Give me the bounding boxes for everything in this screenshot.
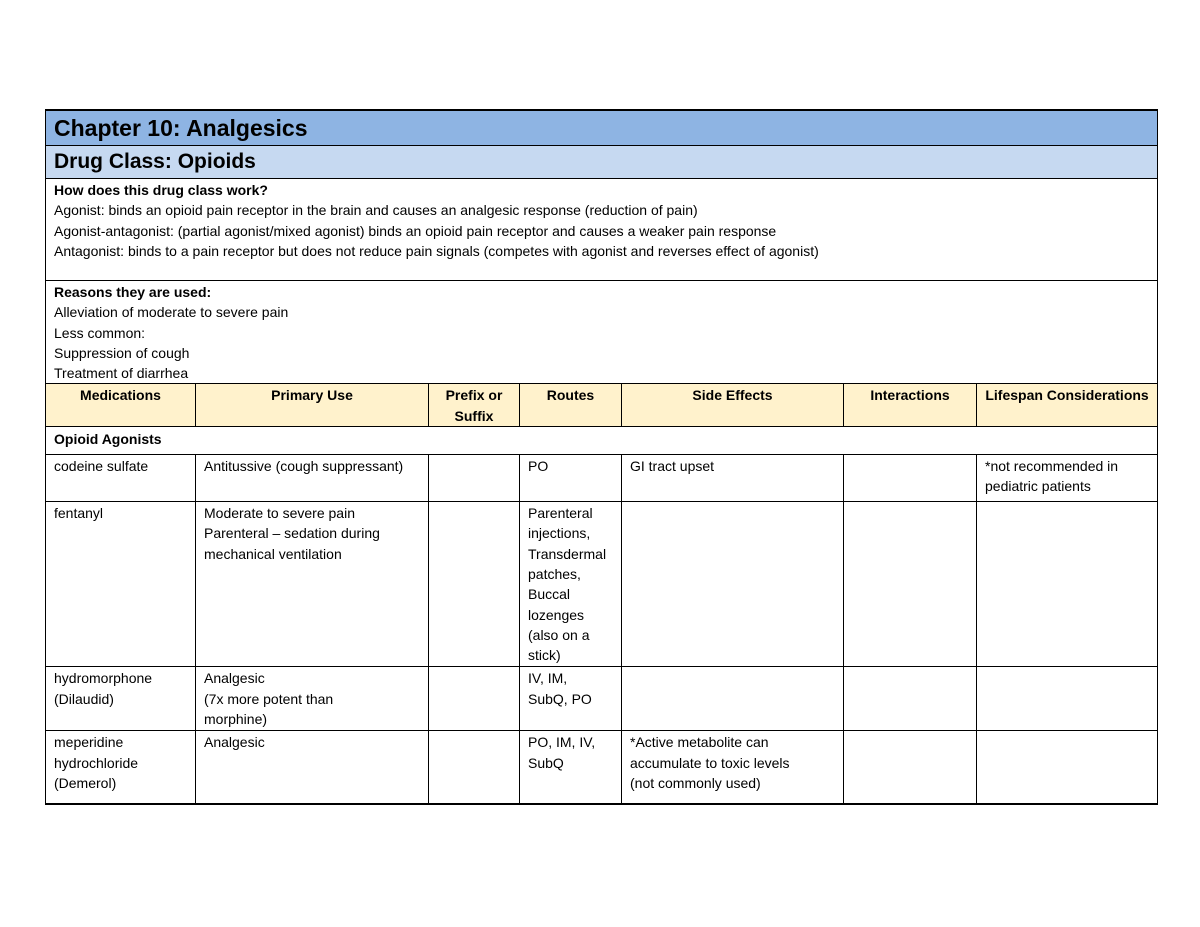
column-header-medications: Medications: [46, 384, 196, 427]
column-header-interactions: Interactions: [844, 384, 977, 427]
column-header-side-effects: Side Effects: [622, 384, 844, 427]
cell-routes: PO, IM, IV, SubQ: [520, 731, 622, 804]
cell-routes: Parenteral injections, Transdermal patches, Buccal lozenges (also on a stick): [520, 502, 622, 667]
reason-line: Alleviation of moderate to severe pain: [54, 304, 289, 321]
mechanism-line-agonist-antagonist: Agonist-antagonist: (partial agonist/mixed agonist) binds an opioid pain receptor and causes a weaker pain response: [54, 222, 777, 239]
table-row: [46, 502, 1158, 667]
cell-side-effects: [622, 502, 844, 667]
reason-line: Suppression of cough: [54, 344, 190, 361]
cell-interactions: [844, 731, 977, 804]
column-header-row: [46, 384, 1158, 427]
cell-primary-use: Analgesic (7x more potent than morphine): [196, 667, 429, 731]
column-header-routes: Routes: [520, 384, 622, 427]
cell-side-effects: [622, 667, 844, 731]
cell-lifespan: [977, 502, 1158, 667]
cell-prefix-suffix: [429, 502, 520, 667]
table-row: [46, 667, 1158, 731]
drug-class-title: Drug Class: Opioids: [46, 146, 1158, 179]
column-header-primary-use: Primary Use: [196, 384, 429, 427]
cell-medication: fentanyl: [46, 502, 196, 667]
cell-prefix-suffix: [429, 667, 520, 731]
section-label: Opioid Agonists: [46, 427, 1158, 455]
cell-primary-use: Analgesic: [196, 731, 429, 804]
cell-interactions: [844, 502, 977, 667]
cell-lifespan: *not recommended in pediatric patients: [977, 455, 1158, 502]
column-header-prefix-suffix: Prefix or Suffix: [429, 384, 520, 427]
reason-line: Treatment of diarrhea: [54, 365, 189, 382]
mechanism-section: [46, 179, 1158, 281]
cell-routes: IV, IM, SubQ, PO: [520, 667, 622, 731]
cell-primary-use: Antitussive (cough suppressant): [196, 455, 429, 502]
table-row: [46, 731, 1158, 804]
cell-interactions: [844, 455, 977, 502]
cell-medication: codeine sulfate: [46, 455, 196, 502]
cell-medication: meperidine hydrochloride (Demerol): [46, 731, 196, 804]
cell-prefix-suffix: [429, 731, 520, 804]
reasons-section: [46, 281, 1158, 384]
cell-primary-use: Moderate to severe pain Parenteral – sedation during mechanical ventilation: [196, 502, 429, 667]
cell-routes: PO: [520, 455, 622, 502]
reasons-heading: Reasons they are used:: [54, 284, 212, 300]
mechanism-line-antagonist: Antagonist: binds to a pain receptor but does not reduce pain signals (competes with agonist and reverses effect of agonist): [54, 242, 819, 259]
cell-lifespan: [977, 731, 1158, 804]
cell-interactions: [844, 667, 977, 731]
drug-class-table: [45, 109, 1158, 805]
cell-lifespan: [977, 667, 1158, 731]
column-header-lifespan: Lifespan Considerations: [977, 384, 1158, 427]
table-row: [46, 455, 1158, 502]
cell-prefix-suffix: [429, 455, 520, 502]
cell-side-effects: *Active metabolite can accumulate to toxic levels (not commonly used): [622, 731, 844, 804]
cell-side-effects: GI tract upset: [622, 455, 844, 502]
reason-line: Less common:: [54, 324, 146, 341]
chapter-title: Chapter 10: Analgesics: [46, 110, 1158, 146]
cell-medication: hydromorphone (Dilaudid): [46, 667, 196, 731]
mechanism-line-agonist: Agonist: binds an opioid pain receptor in the brain and causes an analgesic response (reduction of pain): [54, 202, 698, 219]
mechanism-heading: How does this drug class work?: [54, 182, 268, 198]
